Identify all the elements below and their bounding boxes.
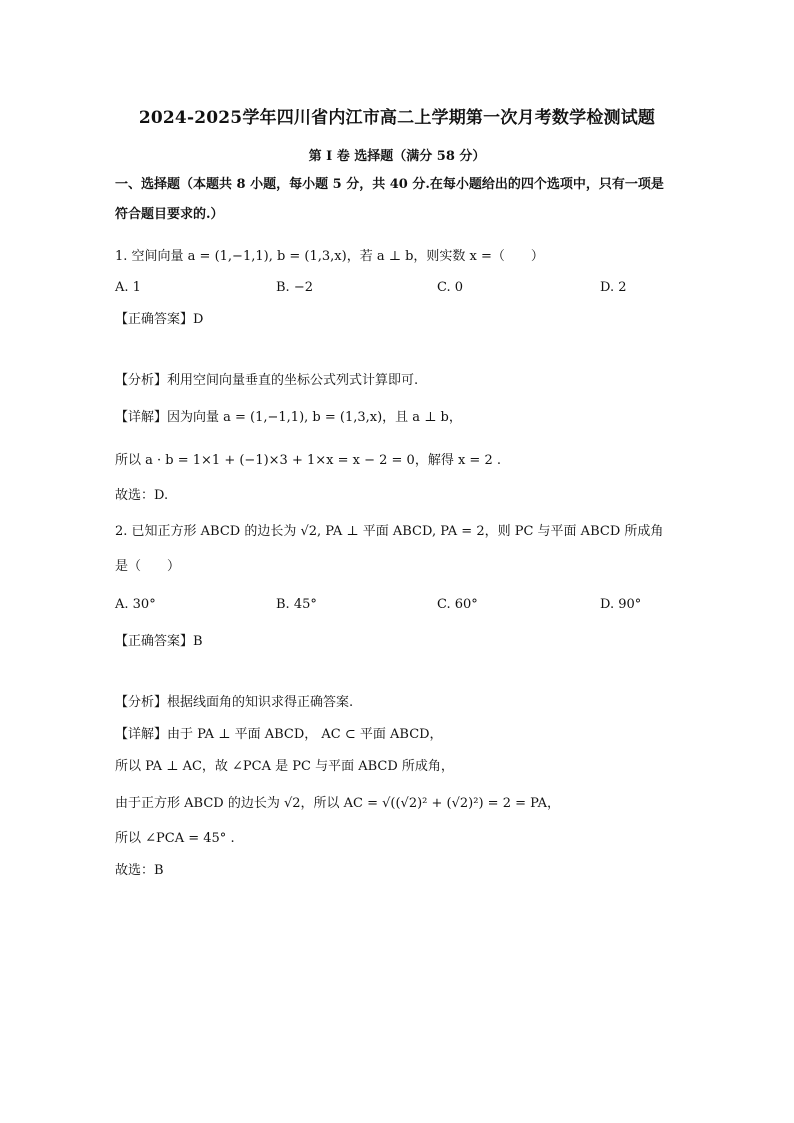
q1-stem: 1. 空间向量 a = (1,−1,1), b = (1,3,x)，若 a ⊥ b，则实数 x =（ ） bbox=[115, 249, 544, 264]
instructions-line-1: 一、选择题（本题共 8 小题，每小题 5 分，共 40 分.在每小题给出的四个选项中，只有一项是 bbox=[115, 177, 664, 192]
q1-analysis: 【分析】利用空间向量垂直的坐标公式列式计算即可. bbox=[115, 373, 419, 388]
q1-detail-2: 所以 a · b = 1×1 + (−1)×3 + 1×x = x − 2 = 0，解得 x = 2 . bbox=[115, 453, 501, 468]
q2-analysis: 【分析】根据线面角的知识求得正确答案. bbox=[115, 695, 354, 710]
section-heading: 第 I 卷 选择题（满分 58 分） bbox=[308, 149, 486, 164]
q1-answer: 【正确答案】D bbox=[115, 312, 204, 327]
q2-option-b: B. 45° bbox=[276, 597, 317, 612]
q1-option-b: B. −2 bbox=[276, 280, 313, 295]
q2-stem-line-1: 2. 已知正方形 ABCD 的边长为 √2, PA ⊥ 平面 ABCD, PA = 2，则 PC 与平面 ABCD 所成角 bbox=[115, 524, 664, 539]
q2-detail-3: 由于正方形 ABCD 的边长为 √2，所以 AC = √((√2)² + (√2)²) = 2 = PA， bbox=[115, 796, 561, 811]
q1-conclusion: 故选：D. bbox=[115, 488, 169, 503]
q2-stem-line-2: 是（ ） bbox=[115, 559, 181, 574]
document-title: 2024-2025学年四川省内江市高二上学期第一次月考数学检测试题 bbox=[138, 108, 656, 128]
q1-detail-1: 【详解】因为向量 a = (1,−1,1), b = (1,3,x)，且 a ⊥ b， bbox=[115, 410, 462, 425]
q2-detail-2: 所以 PA ⊥ AC，故 ∠PCA 是 PC 与平面 ABCD 所成角， bbox=[115, 759, 454, 774]
q1-option-c: C. 0 bbox=[437, 280, 464, 295]
q1-option-a: A. 1 bbox=[115, 280, 141, 295]
q2-detail-4: 所以 ∠PCA = 45° . bbox=[115, 831, 235, 846]
q2-conclusion: 故选：B bbox=[115, 863, 164, 878]
q1-option-d: D. 2 bbox=[600, 280, 627, 295]
instructions-line-2: 符合题目要求的.） bbox=[115, 207, 224, 222]
q2-detail-1: 【详解】由于 PA ⊥ 平面 ABCD， AC ⊂ 平面 ABCD， bbox=[115, 727, 443, 742]
q2-option-c: C. 60° bbox=[437, 597, 478, 612]
q2-answer: 【正确答案】B bbox=[115, 634, 203, 649]
q2-option-a: A. 30° bbox=[115, 597, 156, 612]
q2-option-d: D. 90° bbox=[600, 597, 642, 612]
